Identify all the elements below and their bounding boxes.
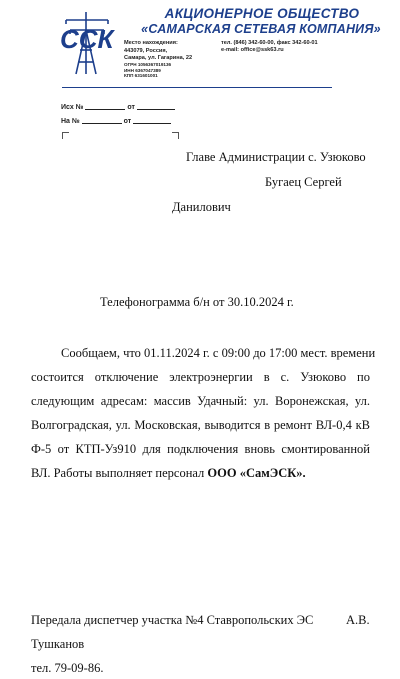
logo-lettering: ССК: [60, 24, 114, 54]
incoming-ref-line: [61, 116, 171, 125]
body-line-3: следующим адресам: массив Удачный: ул. Воронежская, ул.: [31, 394, 370, 408]
ogrn: ОГРН 1056367019136: [124, 62, 172, 67]
address-corner-right: [172, 132, 179, 139]
addressee-line-1: Главе Администрации с. Узюково: [186, 150, 366, 164]
address-block: [124, 48, 192, 62]
body-line-6: [31, 465, 306, 481]
signature-surname: Тушканов: [31, 637, 85, 651]
body-line-4: Волгоградская, ул. Московская, выводится в ремонт ВЛ-0,4 кВ: [31, 418, 370, 432]
address-label: Место нахождения:: [124, 40, 178, 46]
incoming-date-blank: [133, 116, 171, 124]
email: e-mail: office@ssk63.ru: [221, 47, 284, 53]
outgoing-date-blank: [137, 102, 175, 110]
outgoing-ref-line: [61, 102, 175, 111]
registration-block: [124, 62, 171, 79]
company-name: «САМАРСКАЯ СЕТЕВАЯ КОМПАНИЯ»: [141, 22, 381, 36]
signature-initials: А.В.: [346, 613, 370, 627]
contacts-block: [221, 40, 318, 54]
addressee-line-3: Данилович: [172, 200, 231, 214]
address-corner-left: [62, 132, 69, 139]
company-type: АКЦИОНЕРНОЕ ОБЩЕСТВО: [164, 6, 360, 21]
company-logo: [58, 10, 124, 76]
signature-phone: тел. 79-09-86.: [31, 661, 104, 675]
signature-line-1: Передала диспетчер участка №4 Ставропольских ЭС: [31, 613, 314, 627]
letterhead-divider: [62, 87, 332, 88]
address-line: 443079, Россия,: [124, 48, 168, 54]
outgoing-ref-from-label: от: [127, 104, 135, 111]
body-line-6-text: ВЛ. Работы выполняет персонал: [31, 466, 208, 480]
document-title: Телефонограмма б/н от 30.10.2024 г.: [100, 295, 294, 309]
body-line-5: Ф-5 от КТП-Уз910 для подключения вновь смонтированной: [31, 442, 370, 456]
kpp: КПП 631601001: [124, 73, 158, 79]
outgoing-ref-label: Исх №: [61, 104, 84, 111]
addressee-line-2: Бугаец Сергей: [265, 175, 342, 189]
incoming-ref-label: На №: [61, 118, 80, 125]
phone-fax: тел. (846) 342-60-00, факс 342-60-01: [221, 40, 318, 46]
address-line: Самара, ул. Гагарина, 22: [124, 54, 193, 61]
body-line-2: состоится отключение электроэнергии в с. Узюково по: [31, 370, 370, 384]
outgoing-ref-blank: [85, 102, 125, 110]
incoming-ref-blank: [82, 116, 122, 124]
body-line-1: Сообщаем, что 01.11.2024 г. с 09:00 до 17:00 мест. времени: [61, 346, 376, 360]
incoming-ref-from-label: от: [123, 118, 132, 125]
inn: ИНН 6367047389: [124, 67, 161, 73]
contractor-name: ООО «СамЭСК».: [207, 466, 306, 480]
